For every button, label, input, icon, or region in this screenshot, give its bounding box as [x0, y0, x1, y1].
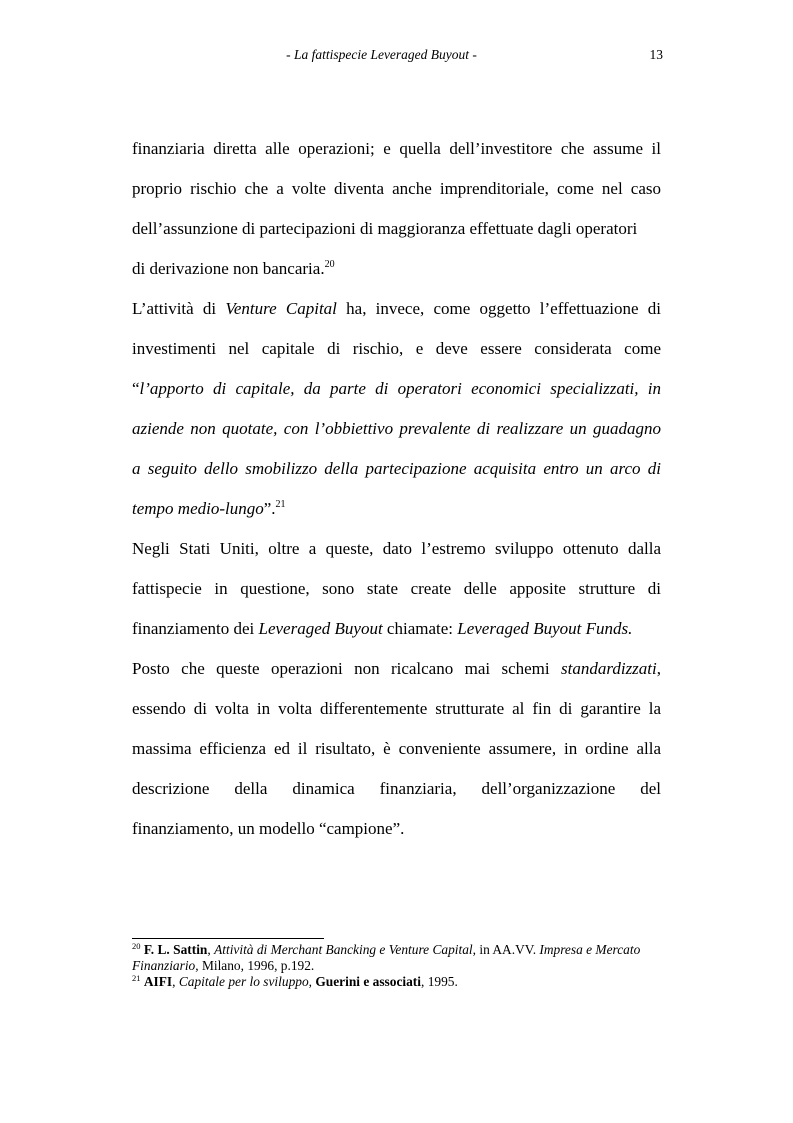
text-line: essendo di volta in volta differentemente strutturate al fin di garantire la [132, 699, 661, 718]
body-text [132, 129, 661, 849]
text-line: di derivazione non bancaria.$^{20}$ [132, 259, 335, 278]
text-line: “l’apporto di capitale, da parte di operatori economici specializzati, in [132, 379, 661, 398]
running-header [0, 47, 793, 67]
text-line: Negli Stati Uniti, oltre a queste, dato l’estremo sviluppo ottenuto dalla [132, 539, 661, 558]
text-line: descrizione della dinamica finanziaria, dell’organizzazione del [132, 779, 661, 798]
text-line: fattispecie in questione, sono state create delle apposite strutture di [132, 579, 661, 598]
text-line: finanziamento, un modello “campione”. [132, 819, 405, 838]
footnotes [132, 942, 661, 990]
page-number: 13 [649, 47, 663, 62]
text-line: finanziaria diretta alle operazioni; e quella dell’investitore che assume il [132, 139, 661, 158]
text-line: massima efficienza ed il risultato, è conveniente assumere, in ordine alla [132, 739, 661, 758]
text-line: dell’assunzione di partecipazioni di maggioranza effettuate dagli operatori [132, 219, 638, 238]
footnote-ref-21[interactable]: 21 [275, 499, 286, 510]
text-line: aziende non quotate, con l’obbiettivo prevalente di realizzare un guadagno [132, 419, 661, 438]
text-line: finanziamento dei Leveraged Buyout chiamate: Leveraged Buyout Funds. [132, 619, 633, 638]
footnote-21: $^{21}$ AIFI, Capitale per lo sviluppo, Guerini e associati, 1995. [132, 973, 458, 989]
footnote-ref-20[interactable]: 20 [324, 259, 335, 270]
text-line: L’attività di Venture Capital ha, invece, come oggetto l’effettuazione di [132, 299, 662, 318]
text-line: proprio rischio che a volte diventa anche imprenditoriale, come nel caso [132, 179, 661, 198]
footnote-separator [132, 938, 324, 939]
text-line: a seguito dello smobilizzo della partecipazione acquisita entro un arco di [132, 459, 661, 478]
text-line: Posto che queste operazioni non ricalcano mai schemi standardizzati, [132, 659, 661, 678]
header-title: - La fattispecie Leveraged Buyout - [286, 47, 477, 62]
footnote-20-cont: Finanziario, Milano, 1996, p.192. [132, 958, 315, 973]
text-line: investimenti nel capitale di rischio, e deve essere considerata come [132, 339, 661, 358]
footnote-20: $^{20}$ F. L. Sattin, Attività di Merchant Bancking e Venture Capital, in AA.VV. Impresa e Mercato [132, 941, 641, 957]
text-line: tempo medio-lungo”.$^{21}$ [132, 499, 286, 518]
